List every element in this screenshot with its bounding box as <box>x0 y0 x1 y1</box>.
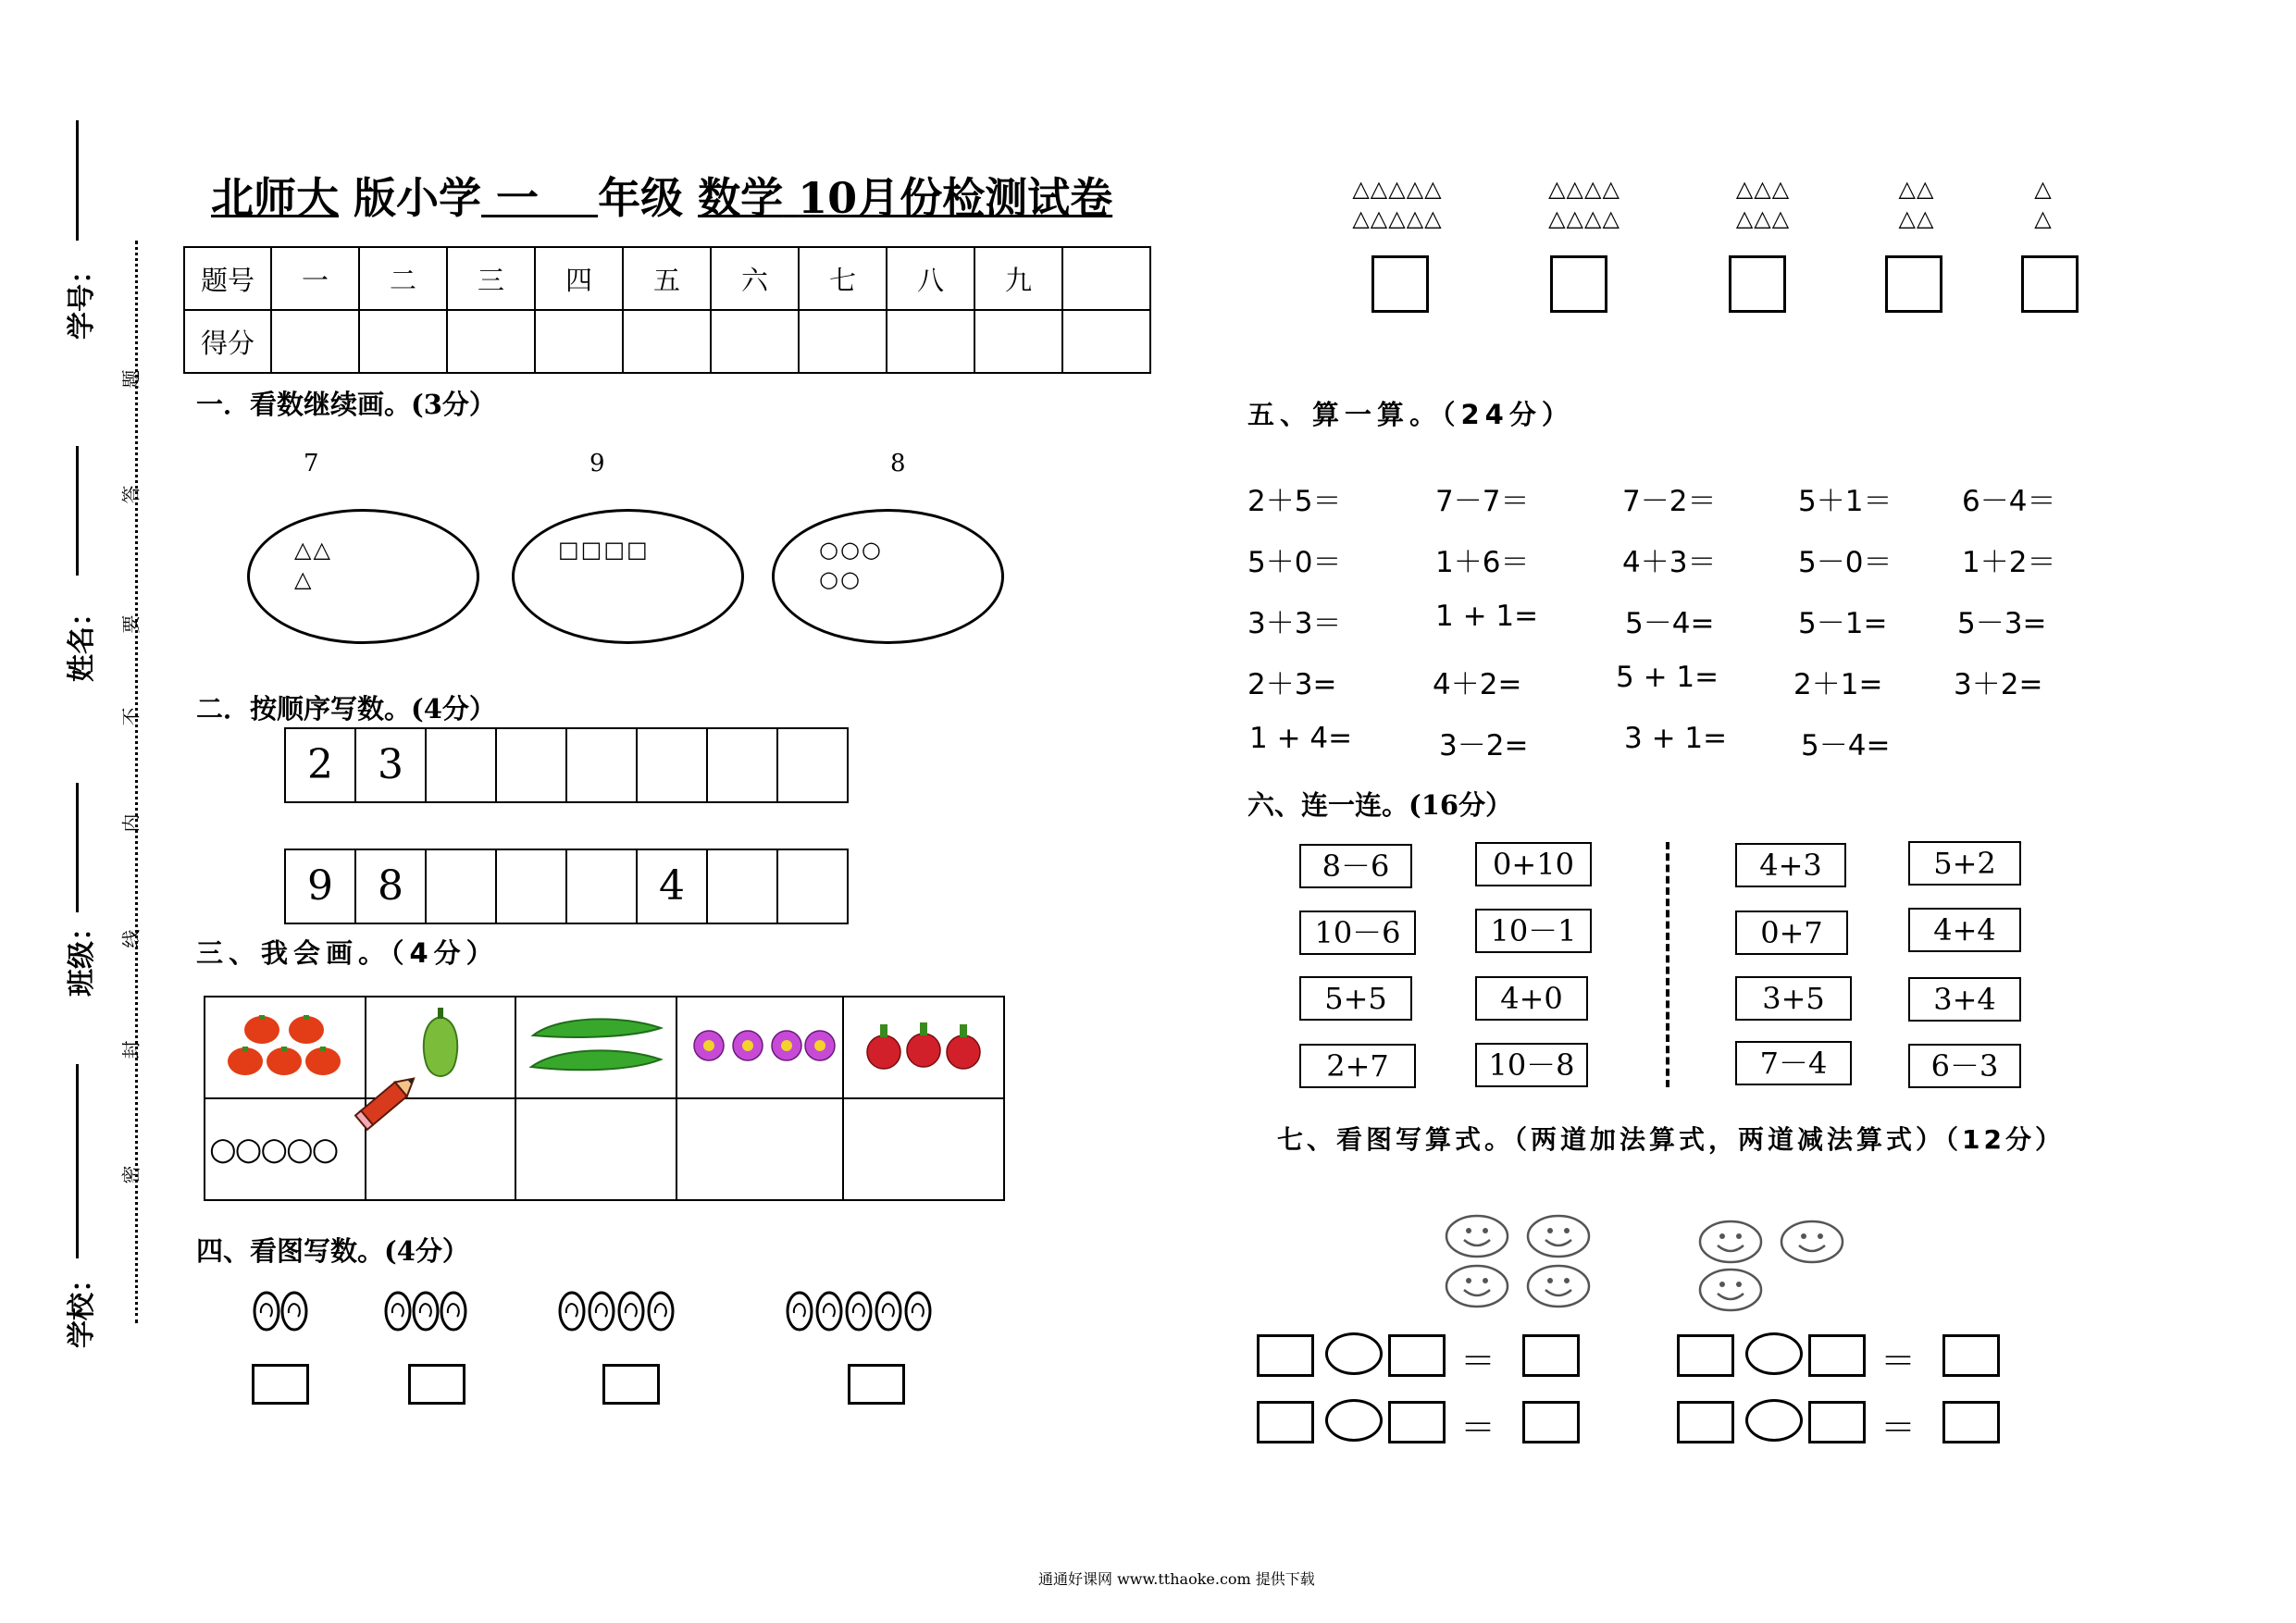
score-col-header: 一 <box>271 247 359 310</box>
number-sequence-row <box>284 849 849 924</box>
dashed-divider <box>1666 842 1669 1087</box>
match-box[interactable]: 10－1 <box>1475 909 1592 953</box>
number-sequence-row <box>284 727 849 803</box>
triangle-row: △△△△ <box>1548 205 1620 231</box>
circle-shapes: ○○○ ○○ <box>819 537 883 592</box>
calc-item: 5－3= <box>1957 607 2047 640</box>
answer-box[interactable] <box>1808 1334 1866 1377</box>
operator-circle[interactable] <box>1325 1332 1383 1375</box>
answer-box[interactable] <box>1808 1401 1866 1443</box>
answer-box[interactable] <box>1257 1334 1314 1377</box>
section4-heading: 四、看图写数。(4分） <box>196 1235 469 1267</box>
sequence-cell: 2 <box>286 729 356 801</box>
equals-sign: ＝ <box>1880 1407 1917 1448</box>
drawing-ellipse[interactable] <box>247 509 479 644</box>
calc-item: 1 + 1= <box>1435 600 1539 633</box>
triangle-group <box>1717 174 1809 233</box>
score-cell[interactable] <box>447 310 535 373</box>
match-box[interactable]: 3+5 <box>1735 976 1852 1021</box>
calc-item: 5＋1＝ <box>1798 485 1893 518</box>
seal-char: 要 <box>119 614 143 634</box>
equals-sign: ＝ <box>1880 1341 1917 1381</box>
answer-box[interactable] <box>1885 255 1942 313</box>
answer-box[interactable] <box>408 1364 465 1405</box>
score-col-header: 九 <box>974 247 1062 310</box>
answer-box[interactable] <box>1942 1401 2000 1443</box>
sequence-cell[interactable] <box>497 850 567 923</box>
calc-item: 4＋2= <box>1433 668 1522 701</box>
triangle-row: △△△△△ <box>1352 176 1443 202</box>
calc-item: 2＋5＝ <box>1247 485 1342 518</box>
sequence-cell: 9 <box>286 850 356 923</box>
section6-heading: 六、连一连。(16分） <box>1247 789 1513 821</box>
score-cell[interactable] <box>974 310 1062 373</box>
calc-item: 1＋2＝ <box>1962 546 2056 579</box>
seal-dotted-line <box>135 241 138 1323</box>
triangle-row: △△△△△ <box>1352 205 1443 231</box>
calc-item: 2＋1= <box>1793 668 1883 701</box>
calc-item: 7－7＝ <box>1435 485 1530 518</box>
xuehao-label: 学号： <box>66 256 98 340</box>
section1-heading: 一．看数继续画。(3分） <box>196 389 496 420</box>
answer-box[interactable] <box>1942 1334 2000 1377</box>
calc-item: 1＋6＝ <box>1435 546 1530 579</box>
xuehao-line <box>76 120 79 241</box>
match-box[interactable]: 4+0 <box>1475 976 1588 1021</box>
score-col-header: 二 <box>359 247 447 310</box>
xingming-label: 姓名： <box>66 599 98 682</box>
answer-box[interactable] <box>1677 1334 1734 1377</box>
calc-item: 5 + 1= <box>1616 661 1719 694</box>
calc-item: 3－2= <box>1439 729 1529 762</box>
score-col-header: 七 <box>799 247 887 310</box>
sequence-cell[interactable] <box>708 850 778 923</box>
sequence-cell: 4 <box>638 850 708 923</box>
score-table <box>183 246 1151 374</box>
calc-item: 4＋3＝ <box>1622 546 1717 579</box>
xingming-line <box>76 446 79 576</box>
triangle-group <box>2025 174 2062 233</box>
sequence-cell[interactable] <box>778 850 847 923</box>
equals-sign: ＝ <box>1460 1341 1496 1381</box>
match-box[interactable]: 5+5 <box>1299 976 1412 1021</box>
match-box[interactable]: 2+7 <box>1299 1044 1416 1088</box>
answer-box[interactable] <box>1388 1334 1446 1377</box>
draw-answer-cell[interactable] <box>515 1098 676 1200</box>
calc-item: 7－2＝ <box>1622 485 1717 518</box>
title-part: 数学 10月份检测试卷 <box>698 173 1113 223</box>
match-box[interactable]: 5+2 <box>1908 841 2021 886</box>
operator-circle[interactable] <box>1325 1399 1383 1442</box>
match-box[interactable]: 10－6 <box>1299 911 1416 955</box>
xuexiao-label: 学校： <box>66 1265 98 1348</box>
flowers-icon <box>681 1004 838 1087</box>
equals-sign: ＝ <box>1460 1407 1496 1448</box>
sequence-cell[interactable] <box>638 729 708 801</box>
square-shapes: □□□□ <box>558 537 650 563</box>
banji-line <box>76 783 79 912</box>
match-box[interactable]: 8－6 <box>1299 844 1412 888</box>
seal-char: 线 <box>119 929 143 948</box>
match-box[interactable]: 0+7 <box>1735 911 1848 955</box>
pea-pod-group-4 <box>553 1282 692 1337</box>
triangle-group <box>1333 174 1462 233</box>
ellipse-number: 8 <box>890 450 906 477</box>
sequence-cell[interactable] <box>567 850 638 923</box>
answer-box[interactable] <box>1371 255 1429 313</box>
match-box[interactable]: 6－3 <box>1908 1044 2021 1088</box>
score-cell[interactable] <box>535 310 623 373</box>
answer-box[interactable] <box>1550 255 1607 313</box>
match-box[interactable]: 4+4 <box>1908 908 2021 952</box>
answer-box[interactable] <box>2021 255 2079 313</box>
answer-box[interactable] <box>1388 1401 1446 1443</box>
calc-item: 3＋2= <box>1954 668 2043 701</box>
radishes-cell <box>843 997 1004 1098</box>
answer-box[interactable] <box>1677 1401 1734 1443</box>
triangle-group <box>1529 174 1640 233</box>
score-cell[interactable] <box>271 310 359 373</box>
draw-answer-cell[interactable] <box>843 1098 1004 1200</box>
title-part: 北师大 <box>211 173 339 223</box>
cucumbers-cell <box>515 997 676 1098</box>
picture-table <box>204 996 1005 1201</box>
score-row-label: 得分 <box>184 310 271 373</box>
score-col-header: 四 <box>535 247 623 310</box>
ellipse-number: 7 <box>304 450 319 477</box>
xuexiao-line <box>76 1064 79 1258</box>
cucumbers-icon <box>522 1004 670 1087</box>
sequence-cell: 3 <box>356 729 427 801</box>
pea-pod-group-5 <box>781 1282 966 1337</box>
triangle-row: △△△ <box>1735 205 1791 231</box>
draw-answer-cell[interactable] <box>676 1098 843 1200</box>
sequence-cell[interactable] <box>497 729 567 801</box>
triangle-row: △△ <box>1898 176 1935 202</box>
answer-box[interactable] <box>1522 1401 1580 1443</box>
flowers-cell <box>676 997 843 1098</box>
drawing-ellipse[interactable] <box>772 509 1004 644</box>
seal-char: 题 <box>119 369 143 389</box>
score-cell[interactable] <box>623 310 711 373</box>
tomatoes-icon <box>216 1004 354 1087</box>
match-box[interactable]: 4+3 <box>1735 843 1846 887</box>
score-col-header <box>1062 247 1150 310</box>
seal-char: 不 <box>119 707 143 726</box>
page-title <box>211 165 1112 226</box>
example-circles-cell <box>205 1098 366 1200</box>
answer-box[interactable] <box>252 1364 309 1405</box>
pencil-icon <box>350 1064 424 1138</box>
answer-box[interactable] <box>1522 1334 1580 1377</box>
smiley-group-4 <box>1440 1212 1625 1314</box>
match-box[interactable]: 3+4 <box>1908 977 2021 1022</box>
triangle-row: △△△△ <box>1548 176 1620 202</box>
triangle-shapes: △△ △ <box>294 537 332 592</box>
smiley-group-3 <box>1694 1218 1879 1319</box>
calc-item: 5－4= <box>1801 729 1891 762</box>
sequence-cell[interactable] <box>708 729 778 801</box>
sequence-cell[interactable] <box>427 729 497 801</box>
score-col-header: 八 <box>887 247 974 310</box>
pea-pod-group-3 <box>379 1282 481 1337</box>
tomatoes-cell <box>205 997 366 1098</box>
title-part: 版小学 <box>354 173 482 223</box>
seal-char: 封 <box>119 1040 143 1059</box>
ellipse-number: 9 <box>590 450 605 477</box>
answer-box[interactable] <box>1257 1401 1314 1443</box>
calc-item: 5－1= <box>1798 607 1888 640</box>
example-circles: ○○○○○ <box>209 1131 338 1168</box>
section2-heading: 二．按顺序写数。(4分） <box>196 693 496 725</box>
score-cell[interactable] <box>1062 310 1150 373</box>
triangle-row: △ <box>2034 176 2053 202</box>
calc-item: 5－0＝ <box>1798 546 1893 579</box>
calc-item: 5＋0＝ <box>1247 546 1342 579</box>
triangle-group <box>1880 174 1954 233</box>
triangle-row: △ <box>2034 205 2053 231</box>
banji-label: 班级： <box>66 913 98 997</box>
title-part: 一 <box>496 173 540 223</box>
sequence-cell[interactable] <box>778 729 847 801</box>
score-table-header: 题号 <box>184 247 271 310</box>
operator-circle[interactable] <box>1745 1399 1803 1442</box>
footer-text: 通通好课网 www.tthaoke.com 提供下载 <box>1038 1570 1315 1588</box>
calc-item: 2＋3= <box>1247 668 1337 701</box>
match-box[interactable]: 10－8 <box>1475 1043 1588 1087</box>
sequence-cell[interactable] <box>427 850 497 923</box>
pea-pod-group-2 <box>248 1282 322 1337</box>
score-col-header: 六 <box>711 247 799 310</box>
seal-char: 内 <box>119 813 143 833</box>
match-box[interactable]: 0+10 <box>1475 842 1592 886</box>
section7-heading: 七、看图写算式。（两道加法算式，两道减法算式）（12分） <box>1277 1124 2065 1155</box>
calc-item: 3＋3＝ <box>1247 607 1342 640</box>
score-cell[interactable] <box>711 310 799 373</box>
match-box[interactable]: 7－4 <box>1735 1041 1852 1085</box>
score-cell[interactable] <box>799 310 887 373</box>
answer-box[interactable] <box>1729 255 1786 313</box>
triangle-row: △△ <box>1898 205 1935 231</box>
sequence-cell[interactable] <box>567 729 638 801</box>
triangle-row: △△△ <box>1735 176 1791 202</box>
answer-box[interactable] <box>602 1364 660 1405</box>
section5-heading: 五、算一算。（24分） <box>1247 399 1574 430</box>
score-cell[interactable] <box>359 310 447 373</box>
seal-char: 密 <box>119 1165 143 1184</box>
score-col-header: 五 <box>623 247 711 310</box>
sequence-cell: 8 <box>356 850 427 923</box>
title-part: 年级 <box>598 173 684 223</box>
calc-item: 6－4＝ <box>1962 485 2056 518</box>
seal-char: 答 <box>119 485 143 504</box>
score-col-header: 三 <box>447 247 535 310</box>
score-cell[interactable] <box>887 310 974 373</box>
calc-item: 1 + 4= <box>1249 722 1353 755</box>
drawing-ellipse[interactable] <box>512 509 744 644</box>
radishes-icon <box>854 1004 993 1087</box>
answer-box[interactable] <box>848 1364 905 1405</box>
section3-heading: 三、我会画。（4分） <box>196 937 499 969</box>
calc-item: 3 + 1= <box>1624 722 1728 755</box>
operator-circle[interactable] <box>1745 1332 1803 1375</box>
calc-item: 5－4= <box>1625 607 1715 640</box>
